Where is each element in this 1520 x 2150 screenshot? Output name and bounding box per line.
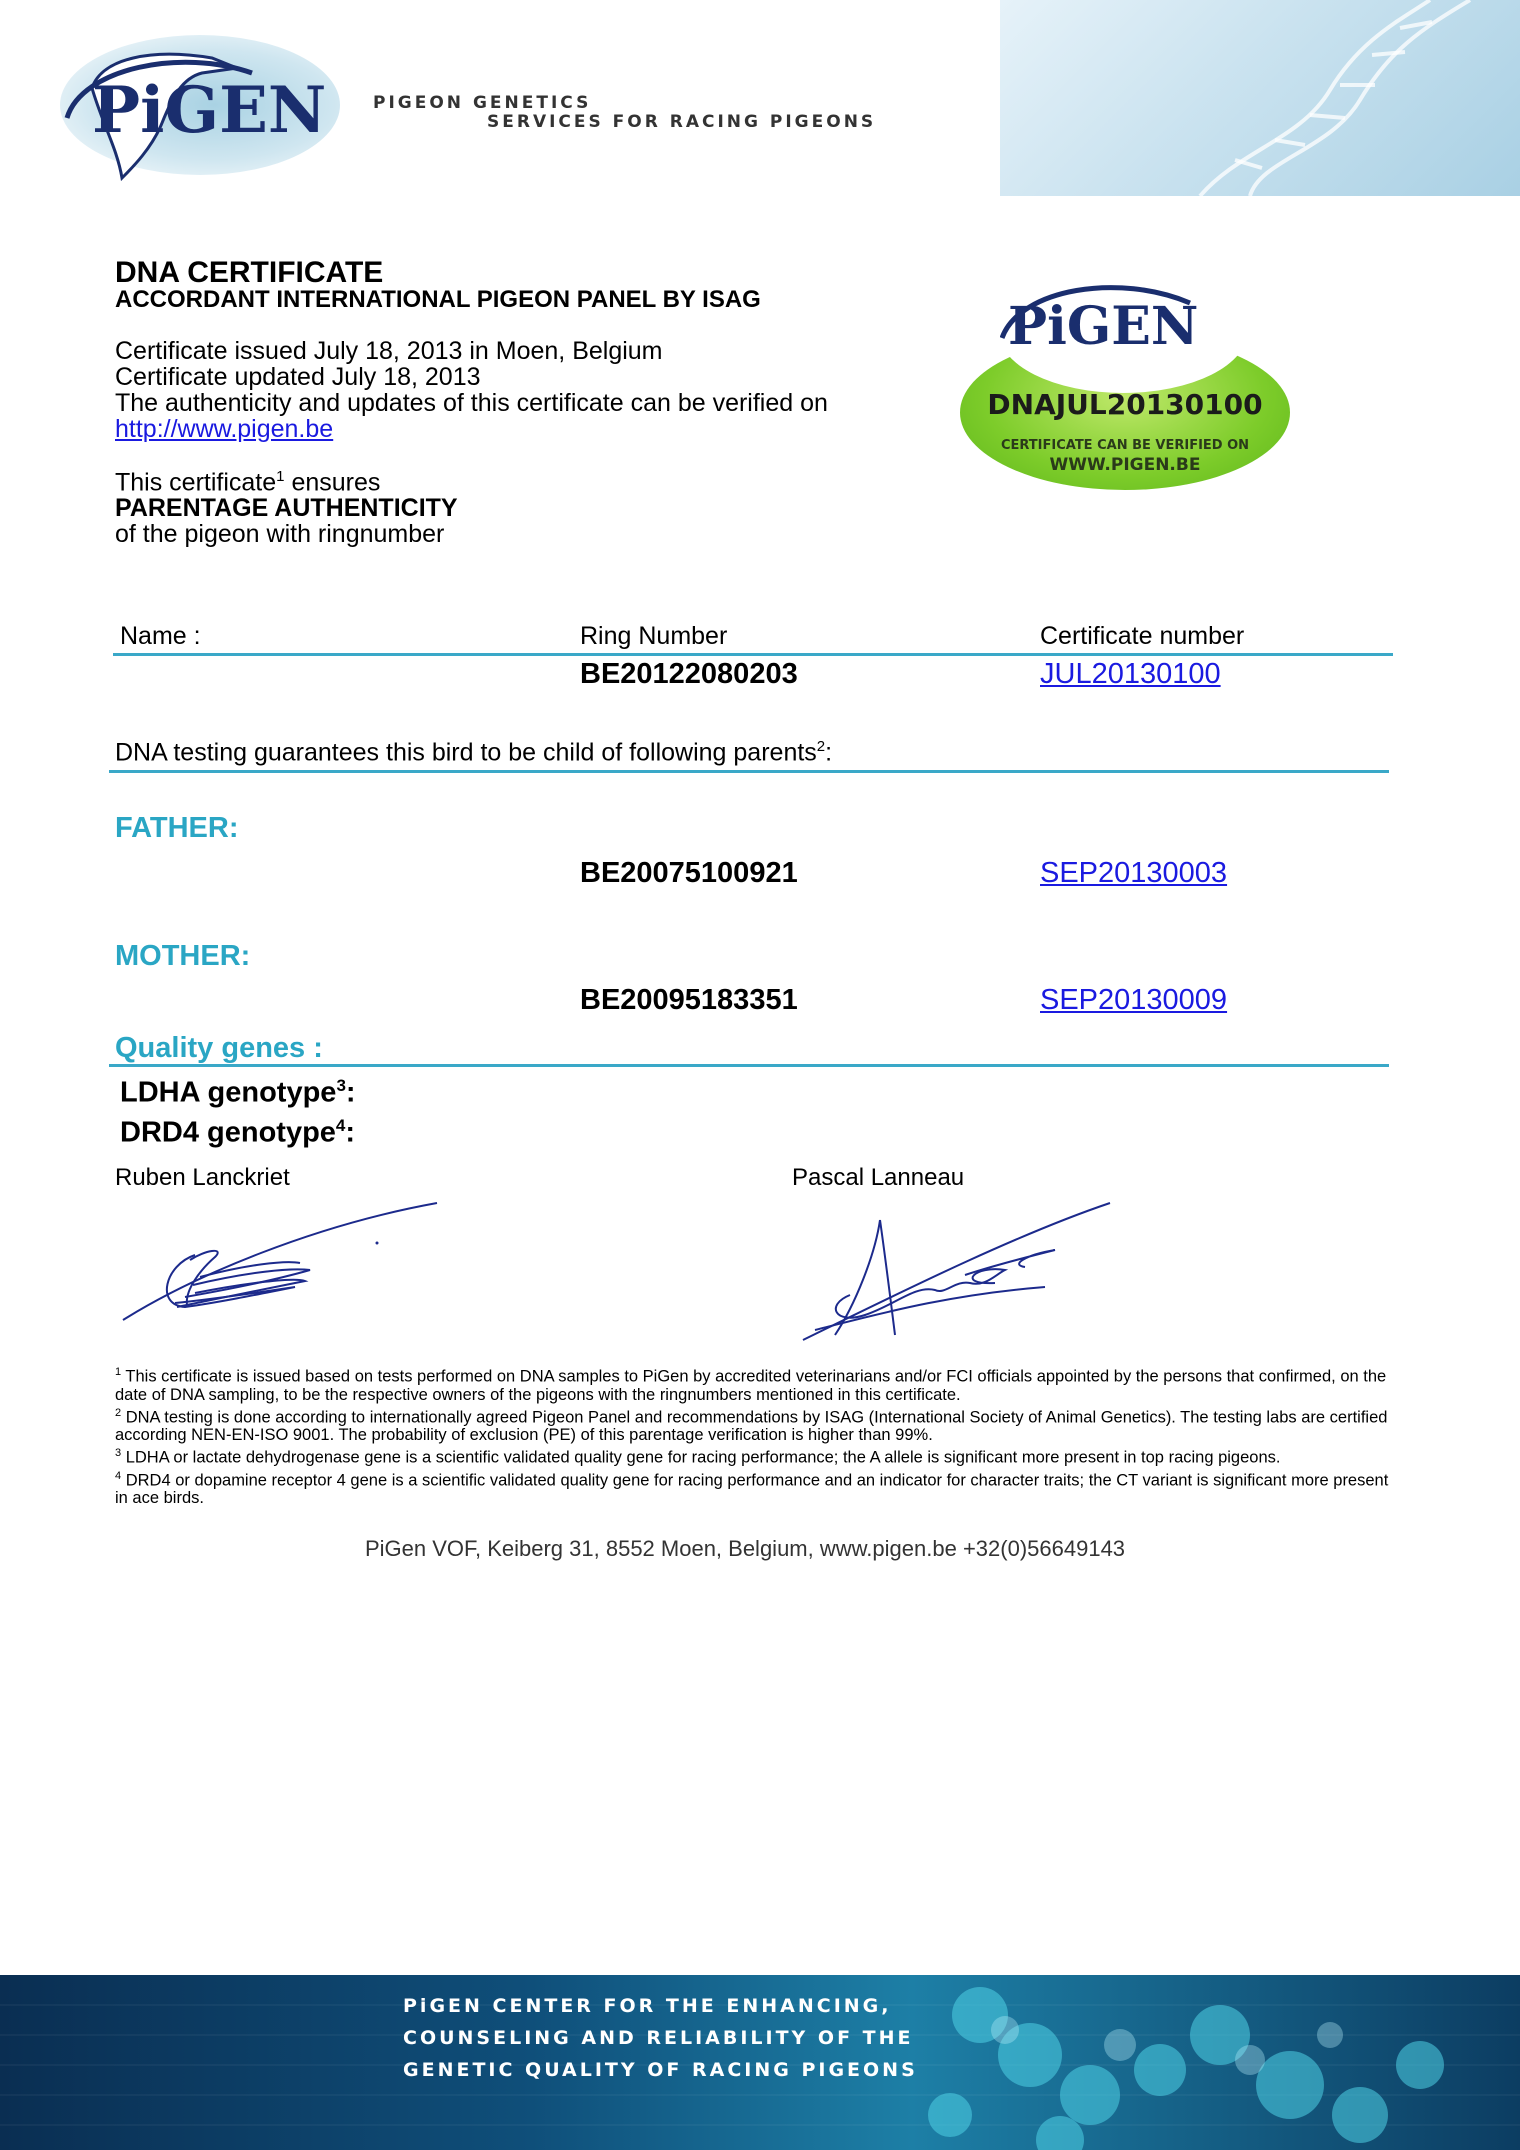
parents-intro: DNA testing guarantees this bird to be child of following parents$^2$:	[115, 738, 833, 767]
company-address: PiGen VOF, Keiberg 31, 8552 Moen, Belgium, www.pigen.be +32(0)56649143	[364, 1536, 1126, 1561]
table-rule	[113, 653, 1393, 656]
seal-verify-line2: WWW.PIGEN.BE	[1049, 455, 1201, 475]
ensures-line: This certificate$^1$ ensures	[115, 468, 381, 497]
footnote-2: $^2$ DNA testing is done according to internationally agreed Pigeon Panel and recommendations by ISAG (International Society of Animal Genetics). The testing labs are certified according NEN-EN-ISO 9001. The probability of exclusion (PE) of this parentage verification is higher than 99%.	[115, 1406, 1388, 1444]
name-header: Name :	[120, 622, 201, 650]
updated-line: Certificate updated July 18, 2013	[115, 363, 481, 391]
banner-line-2: COUNSELING AND RELIABILITY OF THE	[403, 2027, 914, 2049]
footnotes	[115, 1363, 1395, 1507]
father-certificate-link[interactable]: SEP20130003	[1040, 857, 1228, 889]
ring-number-value: BE20122080203	[580, 658, 798, 690]
ringnumber-line: of the pigeon with ringnumber	[115, 520, 445, 549]
pigen-logo	[62, 28, 327, 188]
dna-helix-icon	[1000, 0, 1520, 196]
banner-line-3: GENETIC QUALITY OF RACING PIGEONS	[403, 2059, 918, 2081]
logo-text: PiGEN	[92, 73, 327, 148]
header-dna-banner	[1000, 0, 1520, 196]
ring-number-header: Ring Number	[580, 622, 728, 650]
mother-certificate-link[interactable]: SEP20130009	[1040, 984, 1228, 1016]
signer-right-name: Pascal Lanneau	[792, 1164, 965, 1191]
header-tagline-2: SERVICES FOR RACING PIGEONS	[487, 112, 877, 132]
certificate-number-link[interactable]: JUL20130100	[1040, 658, 1221, 690]
footnote-3: $^3$ LDHA or lactate dehydrogenase gene is a scientific validated quality gene for racing performance; the A allele is significant more present in top racing pigeons.	[115, 1447, 1281, 1467]
drd4-genotype: DRD4 genotype$^4$:	[120, 1116, 356, 1149]
mother-ring-number: BE20095183351	[580, 984, 798, 1016]
footnote-1: $^1$ This certificate is issued based on tests performed on DNA samples to PiGen by accredited veterinarians and/or FCI officials appointed by the persons that confirmed, on the date of DNA sampling, to be the respective owners of the pigeons with the ringnumbers mentioned in this certificate.	[115, 1366, 1387, 1404]
quality-genes-heading: Quality genes :	[115, 1032, 323, 1064]
seal-verify-line1: CERTIFICATE CAN BE VERIFIED ON	[1000, 438, 1250, 453]
verify-link[interactable]: http://www.pigen.be	[115, 415, 334, 443]
certificate-number-header: Certificate number	[1040, 622, 1245, 650]
quality-rule	[109, 1064, 1389, 1067]
header-tagline-1: PIGEON GENETICS	[373, 93, 592, 113]
footnote-4: $^4$ DRD4 or dopamine receptor 4 gene is a scientific validated quality gene for racing performance and an indicator for character traits; the CT variant is significant more present in ace birds.	[115, 1469, 1389, 1507]
seal-logo-text: PiGEN	[1008, 296, 1199, 357]
certificate-subtitle: ACCORDANT INTERNATIONAL PIGEON PANEL BY ISAG	[115, 286, 761, 313]
seal-logo	[1000, 268, 1200, 378]
issued-line: Certificate issued July 18, 2013 in Moen, Belgium	[115, 337, 663, 365]
mother-label: MOTHER:	[115, 940, 251, 972]
ldha-genotype: LDHA genotype$^3$:	[120, 1076, 356, 1109]
father-label: FATHER:	[115, 812, 239, 844]
signer-left-name: Ruben Lanckriet	[115, 1164, 290, 1191]
bottom-banner	[0, 1975, 1520, 2150]
father-ring-number: BE20075100921	[580, 857, 798, 889]
parentage-authenticity: PARENTAGE AUTHENTICITY	[115, 494, 458, 523]
seal-code: DNAJUL20130100	[987, 388, 1263, 421]
signature-right	[795, 1195, 1125, 1345]
parents-rule	[109, 770, 1389, 773]
certificate-title: DNA CERTIFICATE	[115, 256, 384, 289]
verify-line: The authenticity and updates of this certificate can be verified on	[115, 389, 828, 417]
banner-line-1: PiGEN CENTER FOR THE ENHANCING,	[403, 1995, 892, 2017]
signature-left	[115, 1195, 455, 1330]
